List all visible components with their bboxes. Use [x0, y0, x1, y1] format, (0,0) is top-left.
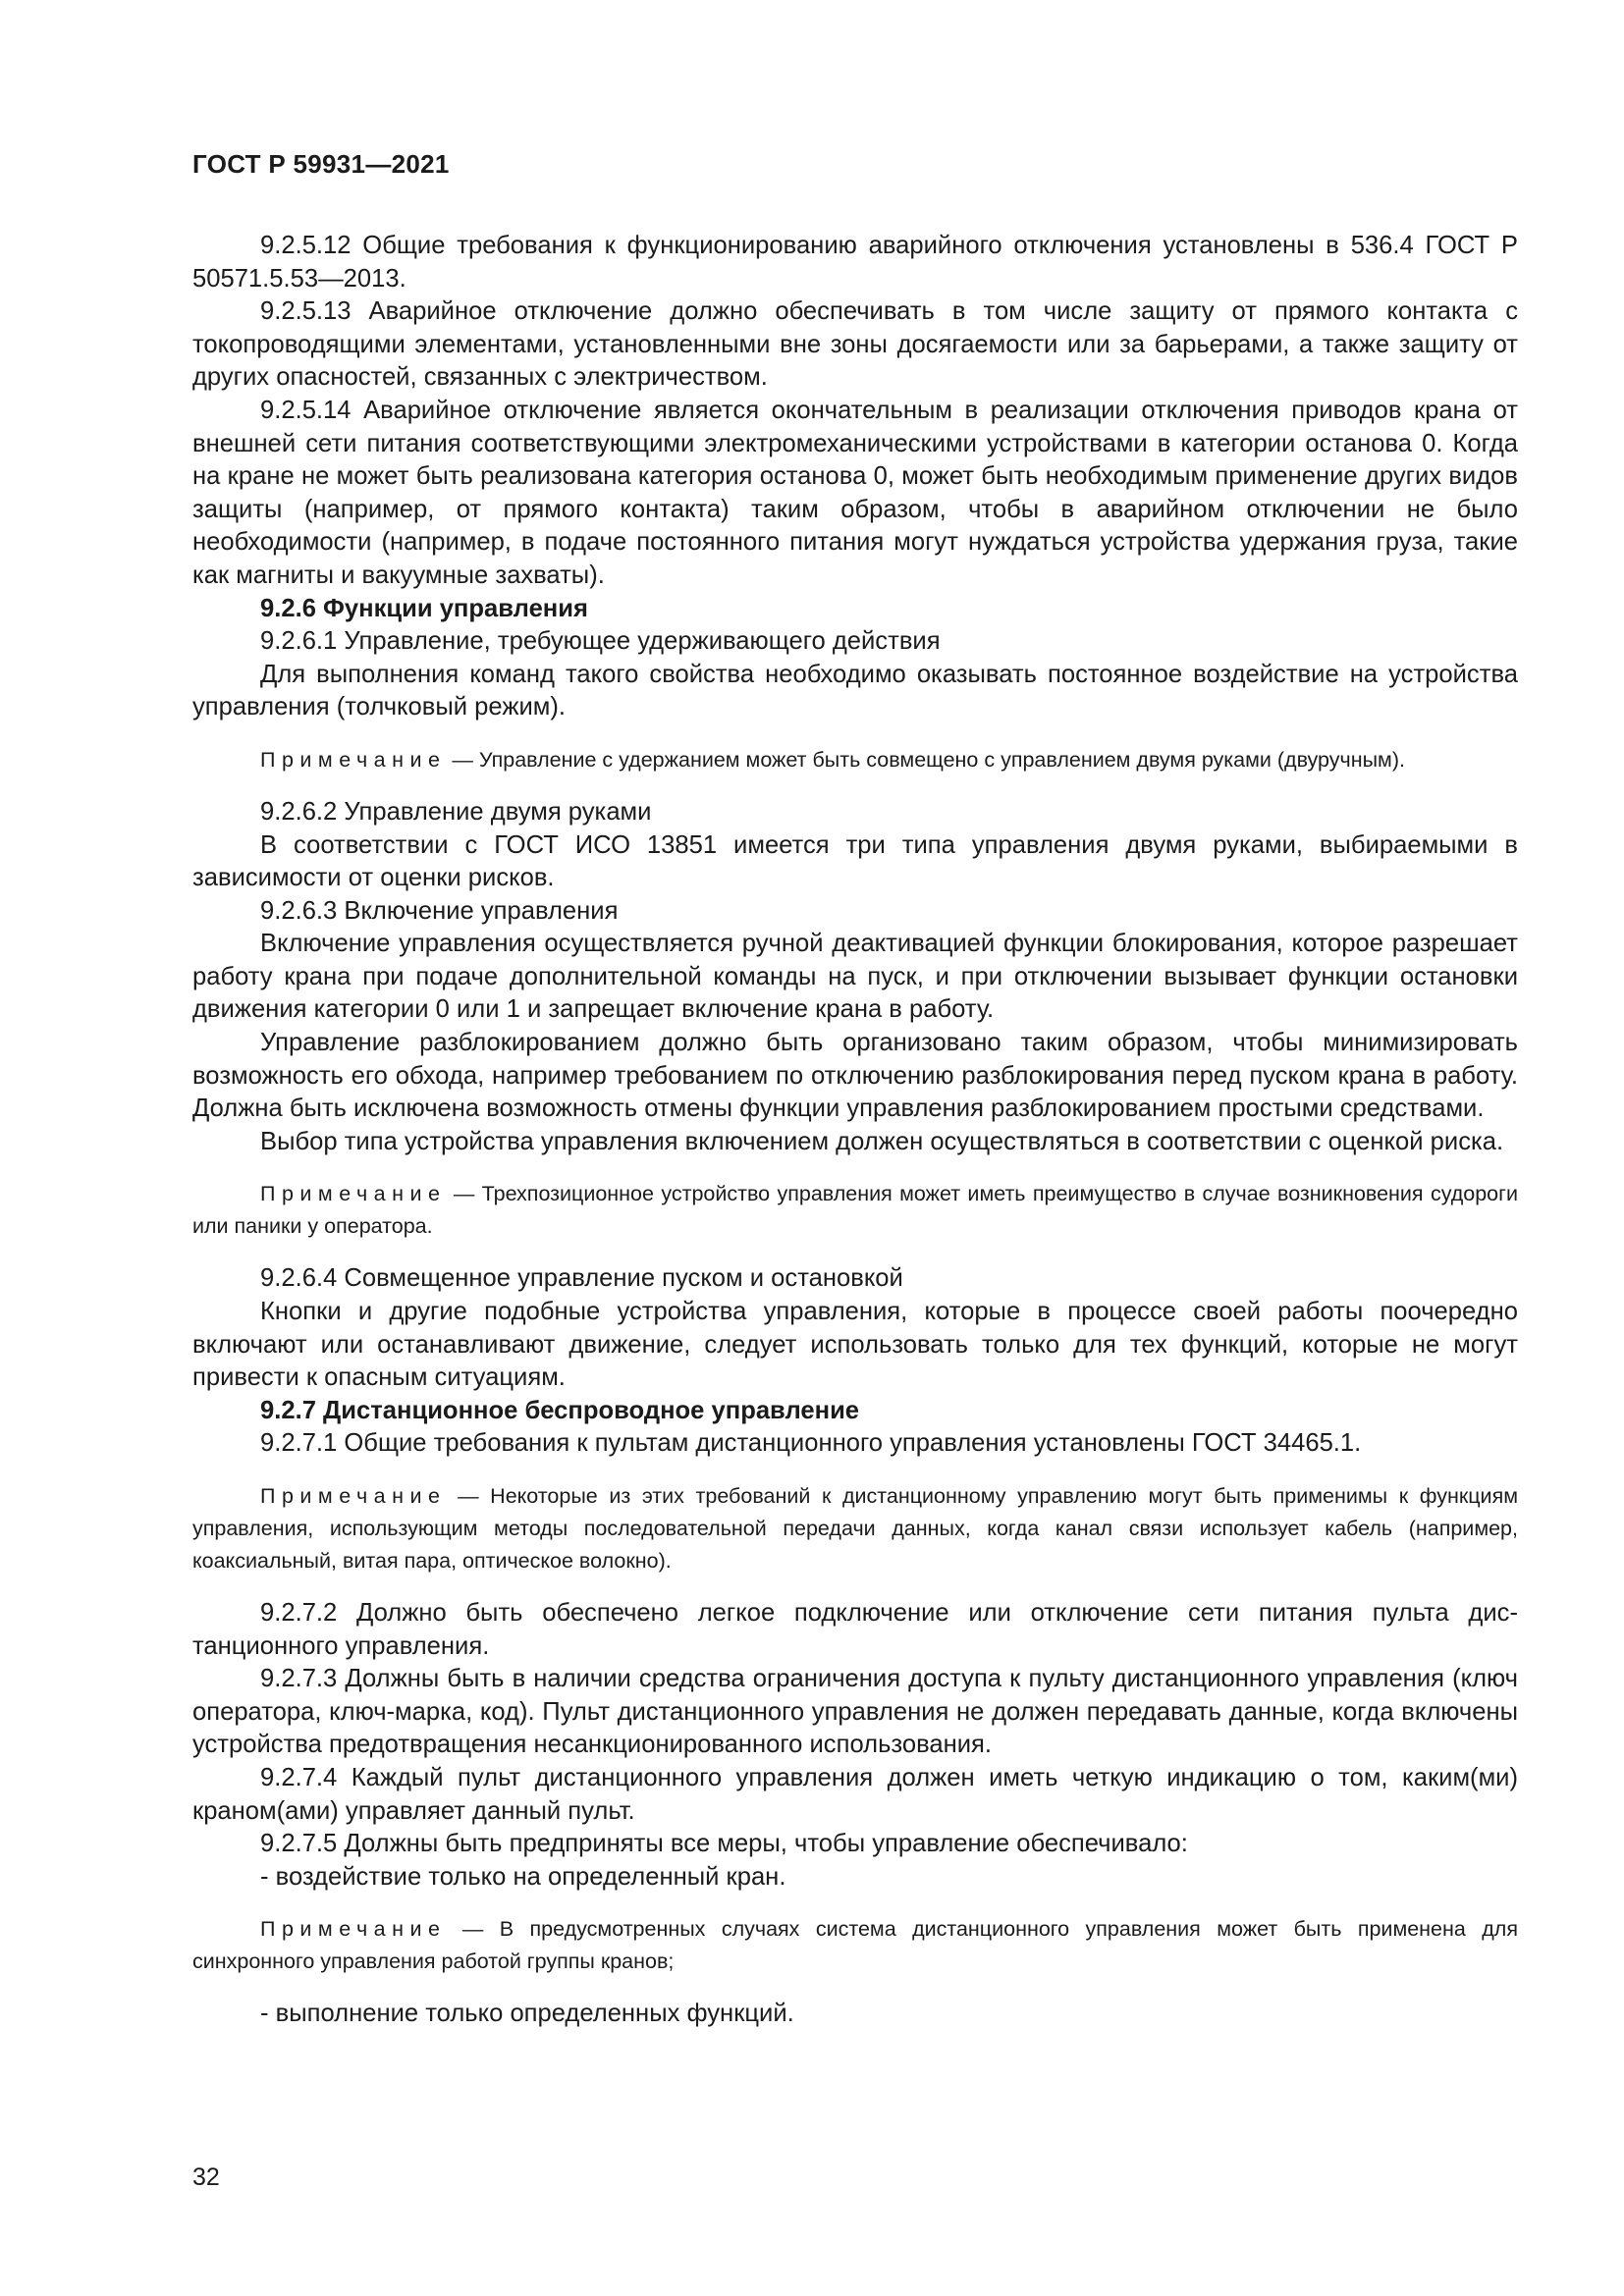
note-text: — Управление с удержанием может быть совмещено с управлением двумя руками (двуручным). — [446, 747, 1405, 772]
paragraph-9-2-5-12: 9.2.5.12 Общие требования к функционированию аварийного отключения установлены в 536.4 ГОСТ Р 50571.5.53—2013. — [192, 232, 1518, 293]
paragraph-unlock-control: Управление разблокированием должно быть организовано таким образом, чтобы минимизировать возможность его обхода, например требованием по отключению разблокирования перед пуском крана в работу. Должна быть исключена возможность отмены функции управления разблокированием простыми средствами. — [192, 1029, 1518, 1123]
list-item-specific-crane: - воздействие только на определенный кран. — [260, 1862, 786, 1891]
paragraph-device-selection: Выбор типа устройства управления включением должен осуществляться в соответствии с оценкой риска. — [260, 1127, 1504, 1155]
section-heading-9-2-7: 9.2.7 Дистанционное беспроводное управление — [260, 1396, 860, 1424]
list-item-specific-functions: - выполнение только определенных функций. — [260, 2000, 794, 2028]
paragraph-9-2-7-3: 9.2.7.3 Должны быть в наличии средства ограничения доступа к пульту дистанционного управления (ключ оператора, ключ-марка, код). Пульт дистанционного управления не должен передавать данные, когда включены устройства предотвращения несанкционированного использования. — [192, 1665, 1518, 1759]
paragraph-9-2-6-4: 9.2.6.4 Совмещенное управление пуском и остановкой — [260, 1264, 903, 1293]
paragraph-9-2-6-3: 9.2.6.3 Включение управления — [260, 896, 619, 925]
paragraph-start-stop: Кнопки и другие подобные устройства управления, которые в процессе своей работы поочередно включают или останавливают движение, следует использовать только для тех функций, которые не могут привести к опасным ситуациям. — [192, 1298, 1518, 1392]
paragraph-two-hand-control: В соответствии с ГОСТ ИСО 13851 имеется три типа управления двумя руками, выбираемыми в зависимости от оценки рисков. — [192, 830, 1518, 892]
note-4 — [192, 1913, 1518, 1978]
note-label: Примечание — [260, 747, 447, 772]
paragraph-9-2-5-13: 9.2.5.13 Аварийное отключение должно обеспечивать в том числе защиту от прямого контакта с токопроводящими элементами, установленными вне зоны досягаемости или за барьерами, а также защиту от других опасностей, связанных с электричеством. — [192, 297, 1518, 392]
note-text: — Трехпозиционное устройство управления может иметь преимущество в случае возникновения судороги или паники у оператора. — [192, 1182, 1518, 1239]
note-3 — [192, 1480, 1518, 1577]
note-label: Примечание — [260, 1484, 447, 1508]
paragraph-9-2-7-4: 9.2.7.4 Каждый пульт дистанционного управления должен иметь четкую индикацию о том, каким(ми) краном(ами) управляет данный пульт. — [192, 1763, 1518, 1825]
document-page — [192, 147, 1518, 2031]
page-number: 32 — [192, 2163, 220, 2191]
paragraph-hold-to-run: Для выполнения команд такого свойства необходимо оказывать постоянное воздействие на устройства управления (толчковый режим). — [192, 660, 1518, 721]
paragraph-9-2-6-2: 9.2.6.2 Управление двумя руками — [260, 797, 652, 826]
standard-designation: ГОСТ Р 59931—2021 — [192, 149, 450, 179]
note-text: — В предусмотренных случаях система дистанционного управления может быть применена для синхронного управления работой группы кранов; — [192, 1917, 1518, 1974]
section-heading-9-2-6: 9.2.6 Функции управления — [260, 594, 588, 622]
note-text: — Некоторые из этих требований к дистанционному управлению могут быть применимы к функциям управления, использующим методы последовательной передачи данных, когда канал связи использует кабель (например, коаксиальный, витая пара, оптическое волокно). — [192, 1484, 1518, 1573]
note-label: Примечание — [260, 1182, 447, 1206]
paragraph-9-2-5-14: 9.2.5.14 Аварийное отключение является окончательным в реализации отключения приводов крана от внешней сети питания соответствующими электромеханическими устройствами в категории останова 0. Когда на кране не может быть реализована категория останова 0, может быть необходимым применение других видов защиты (например, от прямого контакта) таким образом, чтобы в аварийном отключении не было необходимости (например, в подаче постоянного питания могут нуждаться устройства удержания груза, такие как магниты и вакуумные захваты). — [192, 396, 1518, 589]
paragraph-enabling-control: Включение управления осуществляется ручной деактивацией функции блокирования, которое разрешает работу крана при подаче дополнительной команды на пуск, и при отключении вызывает функции остановки движения категории 0 или 1 и запрещает включение крана в работу. — [192, 930, 1518, 1024]
paragraph-9-2-7-1: 9.2.7.1 Общие требования к пультам дистанционного управления установлены ГОСТ 34465.1. — [260, 1429, 1362, 1458]
note-label: Примечание — [260, 1917, 447, 1942]
paragraph-9-2-7-5: 9.2.7.5 Должны быть предприняты все меры, чтобы управление обеспечивало: — [260, 1830, 1188, 1858]
note-2 — [192, 1178, 1518, 1243]
paragraph-9-2-6-1: 9.2.6.1 Управление, требующее удерживающего действия — [260, 627, 941, 656]
paragraph-9-2-7-2: 9.2.7.2 Должно быть обеспечено легкое подключение или отключение сети питания пульта дистанционного управления. — [192, 1599, 1518, 1660]
note-1 — [192, 744, 1518, 776]
